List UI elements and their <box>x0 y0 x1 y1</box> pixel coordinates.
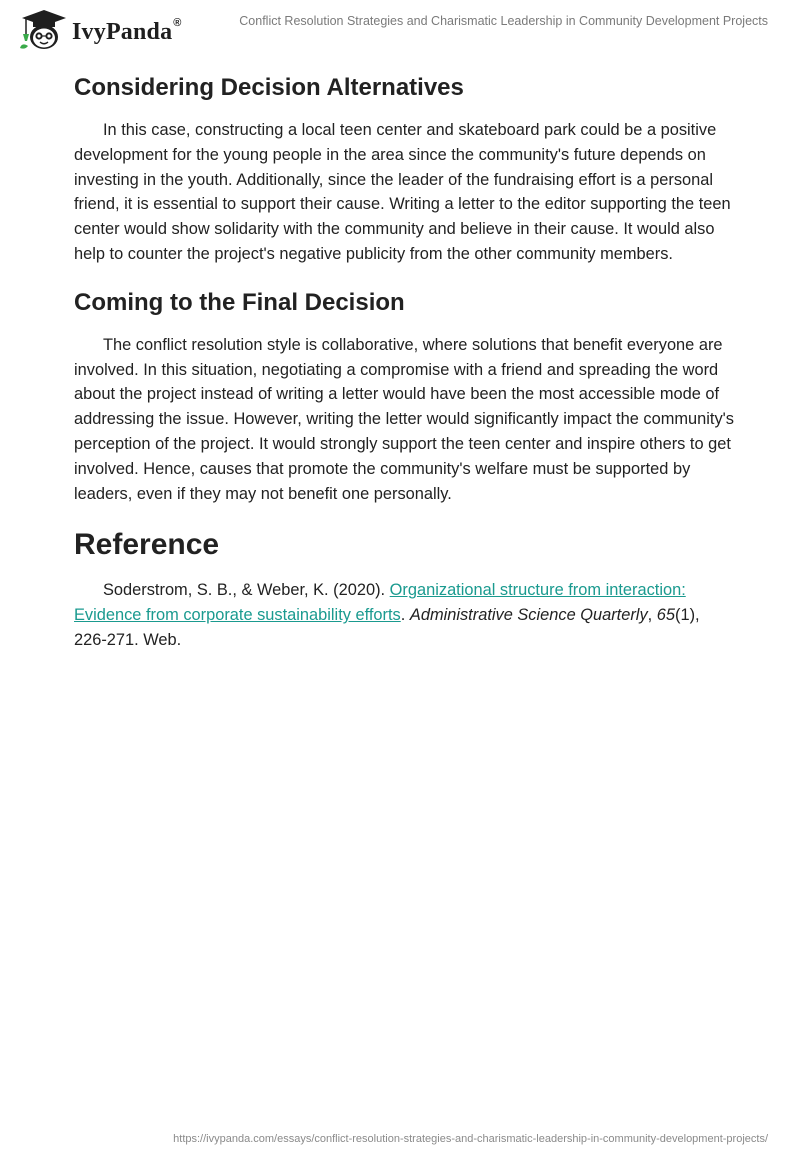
reference-entry <box>74 578 734 652</box>
paragraph-final-decision: The conflict resolution style is collaborative, where solutions that benefit everyone are involved. In this situation, negotiating a compromise with a friend and spreading the word about the project instead of writing a letter would have been the most accessible mode of addressing the issue. However, writing the letter would significantly impact the community's perception of the project. It would strongly support the teen center and inspire others to get involved. Hence, causes that promote the community's welfare must be supported by leaders, even if they may not benefit one personally. <box>74 335 734 503</box>
reference-issue-pages: (1), 226-271. Web. <box>74 606 700 649</box>
reference-authors: Soderstrom, S. B., & Weber, K. (2020). <box>103 581 386 600</box>
reference-heading: Reference <box>74 528 220 562</box>
reference-period: . <box>400 606 406 625</box>
reference-volume: 65 <box>656 606 676 625</box>
page-header <box>0 0 800 60</box>
footer-url[interactable]: https://ivypanda.com/essays/conflict-resolution-strategies-and-charismatic-leadership-in-community-development-projects/ <box>173 1133 768 1145</box>
ivypanda-logo[interactable] <box>14 8 182 52</box>
essay-content <box>74 72 734 673</box>
panda-graduate-icon <box>14 8 70 52</box>
reference-link[interactable]: Organizational structure from interaction: Evidence from corporate sustainability efforts <box>74 581 686 625</box>
document-title: Conflict Resolution Strategies and Charismatic Leadership in Community Development Projects <box>239 14 768 28</box>
paragraph-decision-alternatives: In this case, constructing a local teen center and skateboard park could be a positive development for the young people in the area since the community's future depends on investing in the youth. Additionally, since the leader of the fundraising effort is a personal friend, it is essential to support their cause. Writing a letter to the editor supporting the teen center would show solidarity with the community and believe in their cause. It would also help to counter the project's negative publicity from the other community members. <box>74 121 731 263</box>
reference-journal: Administrative Science Quarterly <box>409 606 648 625</box>
section-heading-final-decision: Coming to the Final Decision <box>74 288 405 316</box>
reference-comma: , <box>647 606 653 625</box>
brand-name: IvyPanda® <box>72 16 182 45</box>
section-heading-decision-alternatives: Considering Decision Alternatives <box>74 74 464 101</box>
